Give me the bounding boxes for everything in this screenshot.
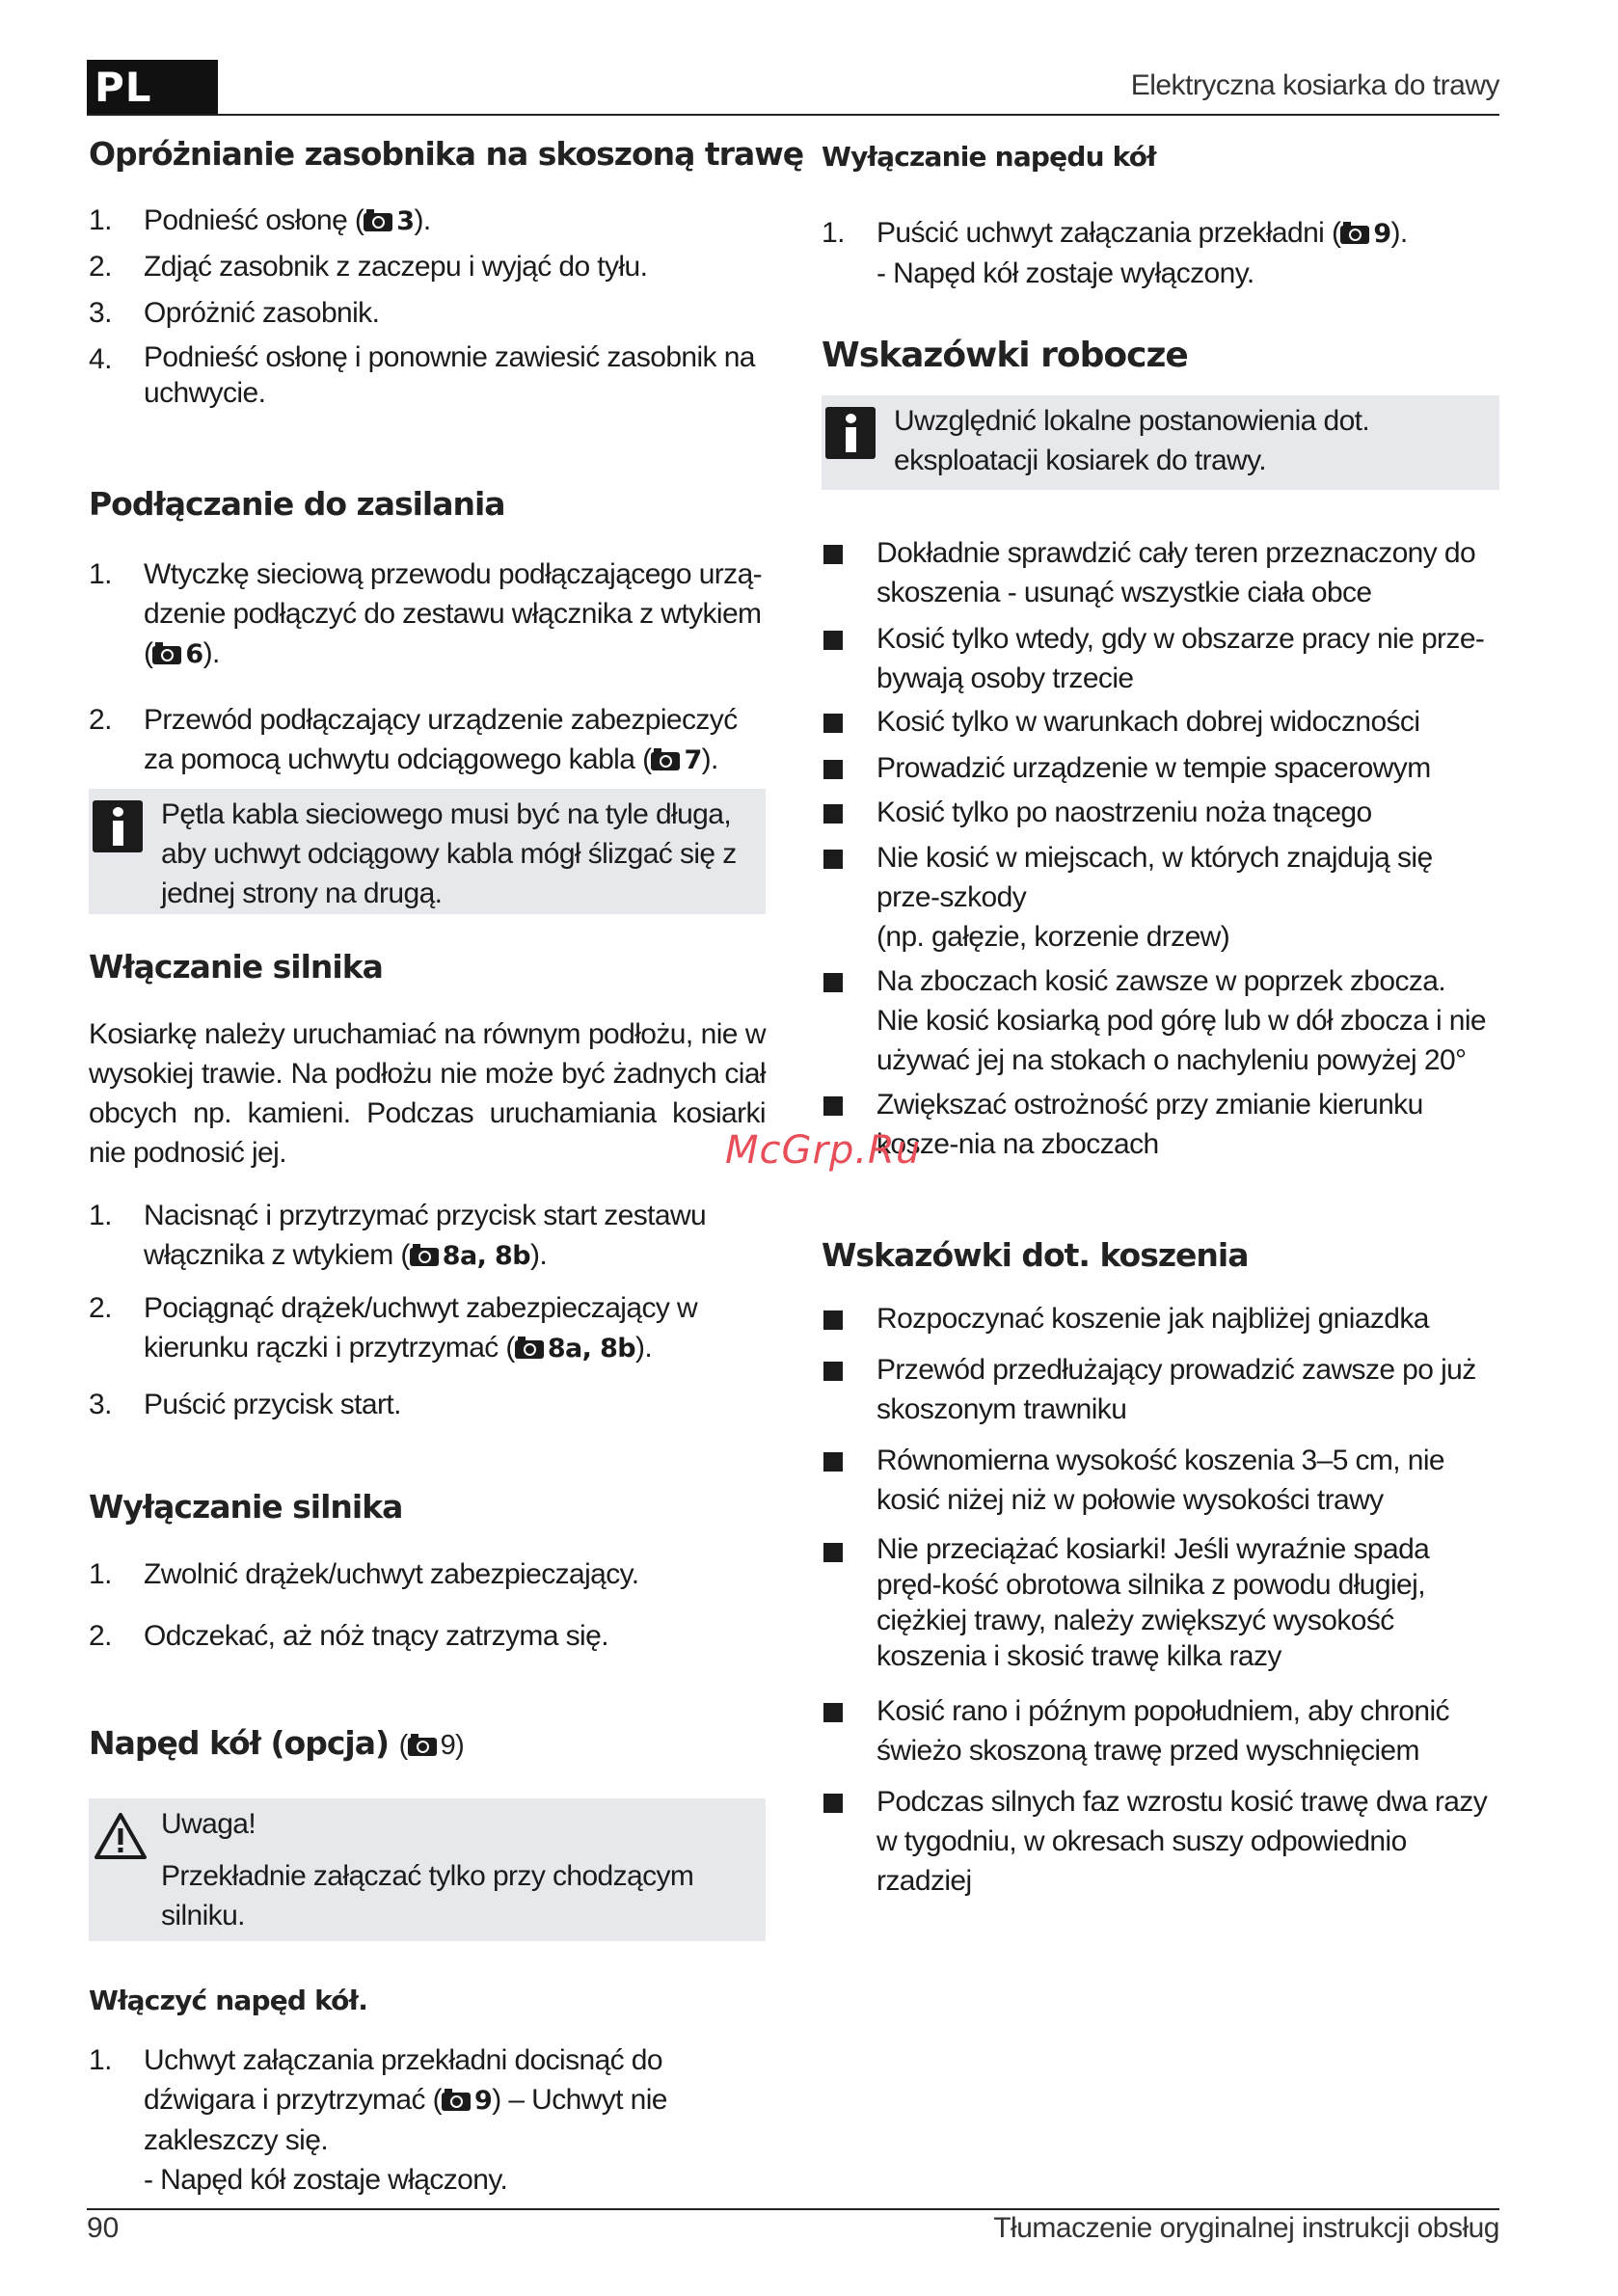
section-title-work-tips: Wskazówki robocze [822, 336, 1188, 375]
camera-icon [408, 1738, 437, 1756]
page-number: 90 [87, 2212, 120, 2244]
section-title-mowing-tips: Wskazówki dot. koszenia [822, 1236, 1249, 1274]
camera-icon [152, 646, 181, 664]
section-title-stop-engine: Wyłączanie silnika [89, 1488, 403, 1526]
camera-icon [410, 1248, 439, 1266]
bullet-square-icon [823, 1703, 843, 1722]
language-badge: PL [87, 60, 218, 116]
info-note-local-rules: Uwzględnić lokalne postanowienia dot. eksploatacji kosiarek do trawy. [822, 395, 1499, 490]
bullet-square-icon [823, 631, 843, 650]
start-engine-paragraph: Kosiarkę należy uruchamiać na równym podłożu, nie w wysokiej trawie. Na podłożu nie może być żadnych ciał obcych np. kamieni. Podczas uruchamiania kosiarki nie podnosić jej. [89, 1018, 766, 1169]
info-icon [825, 407, 876, 459]
bullet-square-icon [823, 1543, 843, 1562]
bullet-square-icon [823, 545, 843, 564]
bullet-square-icon [823, 760, 843, 779]
section-title-start-engine: Włączanie silnika [89, 948, 383, 986]
bullet-square-icon [823, 1452, 843, 1472]
warning-title: Uwaga! [161, 1808, 256, 1840]
info-note-cable: Pętla kabla sieciowego musi być na tyle długa, aby uchwyt odciągowy kabla mógł ślizgać się z jednej strony na drugą. [89, 789, 766, 914]
bullet-square-icon [823, 850, 843, 869]
watermark-text: McGrp.Ru [725, 1128, 922, 1173]
bullet-square-icon [823, 714, 843, 733]
camera-icon [364, 213, 392, 231]
footer-text: Tłumaczenie oryginalnej instrukcji obsług [993, 2212, 1499, 2244]
bullet-square-icon [823, 1096, 843, 1116]
camera-icon [442, 2093, 471, 2111]
section-title-empty-bag: Opróżnianie zasobnika na skoszoną trawę [89, 135, 804, 173]
footer-rule [87, 2208, 1499, 2210]
warning-text: Przekładnie załączać tylko przy chodzącym silniku. [161, 1860, 694, 1931]
bullet-square-icon [823, 1794, 843, 1813]
section-title-wheel-drive: Napęd kół (opcja) ( 9) [89, 1724, 465, 1762]
warning-icon [94, 1812, 147, 1860]
subsection-title-drive-on: Włączyć napęd kół. [89, 1985, 368, 2016]
subsection-title-drive-off: Wyłączanie napędu kół [822, 141, 1156, 173]
info-icon [93, 800, 143, 852]
section-title-power: Podłączanie do zasilania [89, 485, 505, 523]
bullet-square-icon [823, 973, 843, 992]
header-rule [87, 114, 1499, 116]
document-title: Elektryczna kosiarka do trawy [1130, 69, 1499, 101]
camera-icon [651, 752, 680, 770]
bullet-square-icon [823, 1362, 843, 1381]
bullet-square-icon [823, 804, 843, 824]
camera-icon [515, 1340, 544, 1359]
bullet-square-icon [823, 1310, 843, 1330]
warning-note [89, 1798, 766, 1941]
camera-icon [1340, 226, 1369, 244]
